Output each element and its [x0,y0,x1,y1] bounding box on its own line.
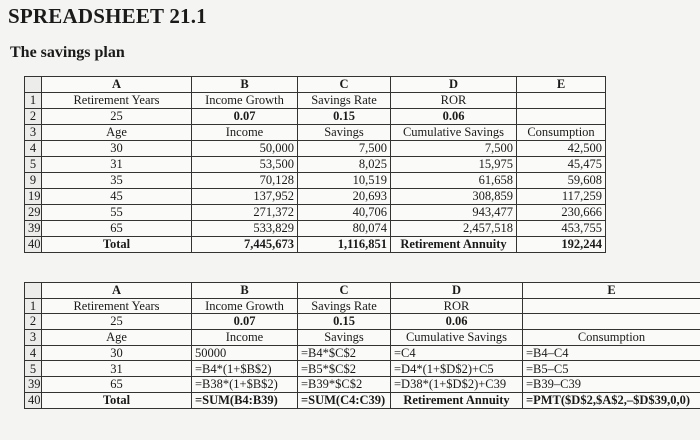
cell[interactable]: Consumption [523,330,700,346]
row-header[interactable]: 5 [25,361,42,377]
row-header[interactable]: 4 [25,141,42,157]
cell[interactable]: 20,693 [298,189,391,205]
cell[interactable]: 533,829 [192,221,298,237]
cell[interactable]: Cumulative Savings [391,125,517,141]
row-header[interactable]: 3 [25,330,42,346]
table-row [25,189,606,205]
column-header-d[interactable]: D [391,283,523,299]
table-row [25,109,606,125]
column-header-e[interactable]: E [517,77,606,93]
cell[interactable]: 8,025 [298,157,391,173]
cell[interactable]: 15,975 [391,157,517,173]
cell[interactable]: Retirement Annuity [391,392,523,408]
row-header[interactable]: 3 [25,125,42,141]
cell[interactable]: 42,500 [517,141,606,157]
cell[interactable]: 70,128 [192,173,298,189]
table-row [25,93,606,109]
row-header[interactable]: 39 [25,221,42,237]
cell[interactable]: Income Growth [192,298,298,314]
column-header-e[interactable]: E [523,283,700,299]
formulas-table [24,282,700,409]
cell[interactable]: 7,500 [391,141,517,157]
table-row [25,205,606,221]
table-row [25,392,700,408]
cell[interactable]: 0.15 [298,314,391,330]
row-header[interactable]: 4 [25,345,42,361]
sheet-title: SPREADSHEET 21.1 [8,4,207,28]
row-header[interactable]: 2 [25,314,42,330]
cell[interactable]: =B4*(1+$B$2) [192,361,298,377]
row-header[interactable]: 5 [25,157,42,173]
cell[interactable]: Age [42,330,192,346]
cell[interactable]: 30 [42,345,192,361]
cell[interactable]: 1,116,851 [298,237,391,253]
column-header-d[interactable]: D [391,77,517,93]
cell[interactable]: =B39*$C$2 [298,377,391,393]
values-table [24,76,606,253]
cell[interactable]: Savings [298,125,391,141]
cell[interactable]: ROR [391,298,523,314]
cell[interactable]: 65 [42,377,192,393]
cell[interactable]: Retirement Years [42,93,192,109]
row-header[interactable]: 1 [25,298,42,314]
row-header[interactable]: 40 [25,392,42,408]
table-row [25,314,700,330]
cell[interactable]: 35 [42,173,192,189]
cell[interactable]: 59,608 [517,173,606,189]
cell[interactable]: Total [42,237,192,253]
cell[interactable]: 31 [42,361,192,377]
cell[interactable]: 30 [42,141,192,157]
cell[interactable]: Income Growth [192,93,298,109]
row-header[interactable]: 19 [25,189,42,205]
cell[interactable] [517,109,606,125]
column-header-a[interactable]: A [42,77,192,93]
cell[interactable]: 308,859 [391,189,517,205]
cell[interactable]: =PMT($D$2,$A$2,–$D$39,0,0) [523,392,700,408]
corner-cell [25,283,42,299]
cell[interactable]: Consumption [517,125,606,141]
cell[interactable]: 0.07 [192,314,298,330]
table-row [25,298,700,314]
cell[interactable] [517,93,606,109]
column-header-a[interactable]: A [42,283,192,299]
cell[interactable]: 271,372 [192,205,298,221]
cell[interactable]: 53,500 [192,157,298,173]
cell[interactable]: Total [42,392,192,408]
cell[interactable]: 0.15 [298,109,391,125]
column-header-b[interactable]: B [192,77,298,93]
column-header-b[interactable]: B [192,283,298,299]
cell[interactable]: 25 [42,109,192,125]
cell[interactable]: 45 [42,189,192,205]
cell[interactable]: Savings Rate [298,93,391,109]
cell[interactable]: Age [42,125,192,141]
table-row [25,141,606,157]
cell[interactable]: 0.06 [391,314,523,330]
cell[interactable]: =SUM(B4:B39) [192,392,298,408]
cell[interactable]: 2,457,518 [391,221,517,237]
table-row [25,125,606,141]
cell[interactable]: 55 [42,205,192,221]
row-header[interactable]: 2 [25,109,42,125]
cell[interactable] [523,314,700,330]
cell[interactable]: 137,952 [192,189,298,205]
row-header[interactable]: 29 [25,205,42,221]
cell[interactable]: ROR [391,93,517,109]
table-row [25,237,606,253]
column-header-c[interactable]: C [298,77,391,93]
row-header[interactable]: 40 [25,237,42,253]
table-row [25,221,606,237]
cell[interactable]: 230,666 [517,205,606,221]
column-header-c[interactable]: C [298,283,391,299]
column-header-row [25,77,606,93]
cell[interactable]: =B39–C39 [523,377,700,393]
cell[interactable]: Savings [298,330,391,346]
cell[interactable]: =B38*(1+$B$2) [192,377,298,393]
cell[interactable]: =B5–C5 [523,361,700,377]
cell[interactable]: 50,000 [192,141,298,157]
table-row [25,345,700,361]
cell[interactable]: 31 [42,157,192,173]
cell[interactable]: =C4 [391,345,523,361]
cell[interactable]: 50000 [192,345,298,361]
cell[interactable]: 40,706 [298,205,391,221]
cell[interactable]: 7,445,673 [192,237,298,253]
cell[interactable]: Retirement Annuity [391,237,517,253]
cell[interactable]: 117,259 [517,189,606,205]
cell[interactable]: 192,244 [517,237,606,253]
table-row [25,377,700,393]
table-row [25,361,700,377]
cell[interactable]: 65 [42,221,192,237]
cell[interactable]: 45,475 [517,157,606,173]
cell[interactable]: 0.06 [391,109,517,125]
cell[interactable]: 61,658 [391,173,517,189]
cell[interactable]: =D38*(1+$D$2)+C39 [391,377,523,393]
corner-cell [25,77,42,93]
cell[interactable]: 7,500 [298,141,391,157]
table-row [25,173,606,189]
cell[interactable]: 0.07 [192,109,298,125]
cell[interactable]: =B5*$C$2 [298,361,391,377]
cell[interactable]: 25 [42,314,192,330]
row-header[interactable]: 9 [25,173,42,189]
cell[interactable]: =B4*$C$2 [298,345,391,361]
cell[interactable]: =D4*(1+$D$2)+C5 [391,361,523,377]
cell[interactable]: 453,755 [517,221,606,237]
cell[interactable]: =B4–C4 [523,345,700,361]
row-header[interactable]: 1 [25,93,42,109]
column-header-row [25,283,700,299]
cell[interactable]: 10,519 [298,173,391,189]
table-row [25,330,700,346]
cell[interactable]: Income [192,330,298,346]
cell[interactable]: 80,074 [298,221,391,237]
sheet-subtitle: The savings plan [10,44,125,61]
row-header[interactable]: 39 [25,377,42,393]
table-row [25,157,606,173]
cell[interactable]: =SUM(C4:C39) [298,392,391,408]
cell[interactable]: Retirement Years [42,298,192,314]
cell[interactable]: Savings Rate [298,298,391,314]
cell[interactable]: Income [192,125,298,141]
cell[interactable]: Cumulative Savings [391,330,523,346]
cell[interactable] [523,298,700,314]
cell[interactable]: 943,477 [391,205,517,221]
